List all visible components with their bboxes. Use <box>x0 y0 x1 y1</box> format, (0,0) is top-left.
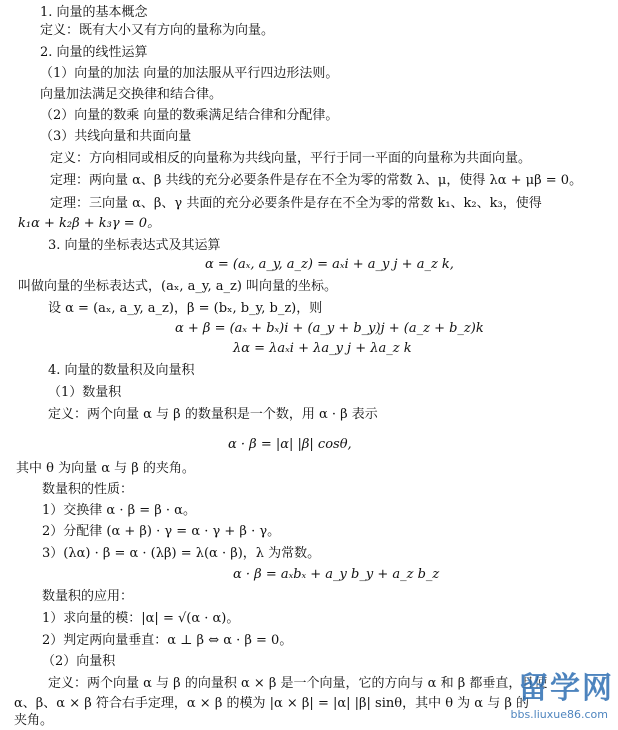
cross-definition-2: α、β、α × β 符合右手定理，α × β 的模为 |α × β| = |α| |β| sinθ，其中 θ 为 α 与 β 的 <box>14 696 529 711</box>
heading-2: 2. 向量的线性运算 <box>40 45 148 60</box>
cross-definition-1: 定义：两个向量 α 与 β 的向量积 α × β 是一个向量，它的方向与 α 和 β 都垂直，且使 <box>48 676 548 691</box>
cross-product-heading: （2）向量积 <box>42 654 116 669</box>
dot-applications-heading: 数量积的应用： <box>42 589 134 604</box>
property-scalar: 3）(λα) · β = α · (λβ) = λ(α · β)，λ 为常数。 <box>42 546 321 561</box>
dot-product-heading: （1）数量积 <box>48 385 122 400</box>
scalar-formula: λα = λaₓi + λa_y j + λa_z k <box>233 341 412 356</box>
dot-formula: α · β = |α| |β| cosθ, <box>228 437 352 452</box>
site-watermark <box>444 663 614 723</box>
collinear-theorem: 定理：两向量 α、β 共线的充分必要条件是存在不全为零的常数 λ、μ，使得 λα + μβ = 0。 <box>50 173 583 188</box>
application-perpendicular: 2）判定两向量垂直：α ⊥ β ⇔ α · β = 0。 <box>42 633 293 648</box>
coordinate-formula: α = (aₓ, a_y, a_z) = aₓi + a_y j + a_z k, <box>205 257 454 272</box>
heading-4: 4. 向量的数量积及向量积 <box>48 363 195 378</box>
scalar-mult: （2）向量的数乘 向量的数乘满足结合律和分配律。 <box>40 108 339 123</box>
coplanar-theorem: 定理：三向量 α、β、γ 共面的充分必要条件是存在不全为零的常数 k₁、k₂、k₃，使得 <box>50 196 542 211</box>
coordinate-explain: 叫做向量的坐标表达式，(aₓ, a_y, a_z) 叫向量的坐标。 <box>18 279 338 294</box>
cross-definition-3: 夹角。 <box>14 713 54 728</box>
sum-formula: α + β = (aₓ + bₓ)i + (a_y + b_y)j + (a_z + b_z)k <box>175 321 484 336</box>
property-distributive: 2）分配律 (α + β) · γ = α · γ + β · γ。 <box>42 524 281 539</box>
angle-note: 其中 θ 为向量 α 与 β 的夹角。 <box>16 461 195 476</box>
watermark-logo: 留学网 <box>518 671 614 706</box>
dot-properties-heading: 数量积的性质： <box>42 482 134 497</box>
collinear-definition: 定义：方向相同或相反的向量称为共线向量，平行于同一平面的向量称为共面向量。 <box>50 151 532 166</box>
heading-1: 1. 向量的基本概念 <box>40 5 148 20</box>
let-vectors: 设 α = (aₓ, a_y, a_z)，β = (bₓ, b_y, b_z)，则 <box>48 301 323 316</box>
watermark-url: bbs.liuxue86.com <box>510 708 608 721</box>
collinear-heading: （3）共线向量和共面向量 <box>40 129 192 144</box>
heading-3: 3. 向量的坐标表达式及其运算 <box>48 238 221 253</box>
addition-laws: 向量加法满足交换律和结合律。 <box>40 87 223 102</box>
property-commutative: 1）交换律 α · β = β · α。 <box>42 503 196 518</box>
definition-vector: 定义：既有大小又有方向的量称为向量。 <box>40 23 275 38</box>
dot-definition: 定义：两个向量 α 与 β 的数量积是一个数，用 α · β 表示 <box>48 407 378 422</box>
dot-coordinate-formula: α · β = aₓbₓ + a_y b_y + a_z b_z <box>233 567 440 582</box>
vector-addition: （1）向量的加法 向量的加法服从平行四边形法则。 <box>40 66 339 81</box>
coplanar-equation: k₁α + k₂β + k₃γ = 0。 <box>18 216 161 231</box>
application-modulus: 1）求向量的模：|α| = √(α · α)。 <box>42 611 240 626</box>
